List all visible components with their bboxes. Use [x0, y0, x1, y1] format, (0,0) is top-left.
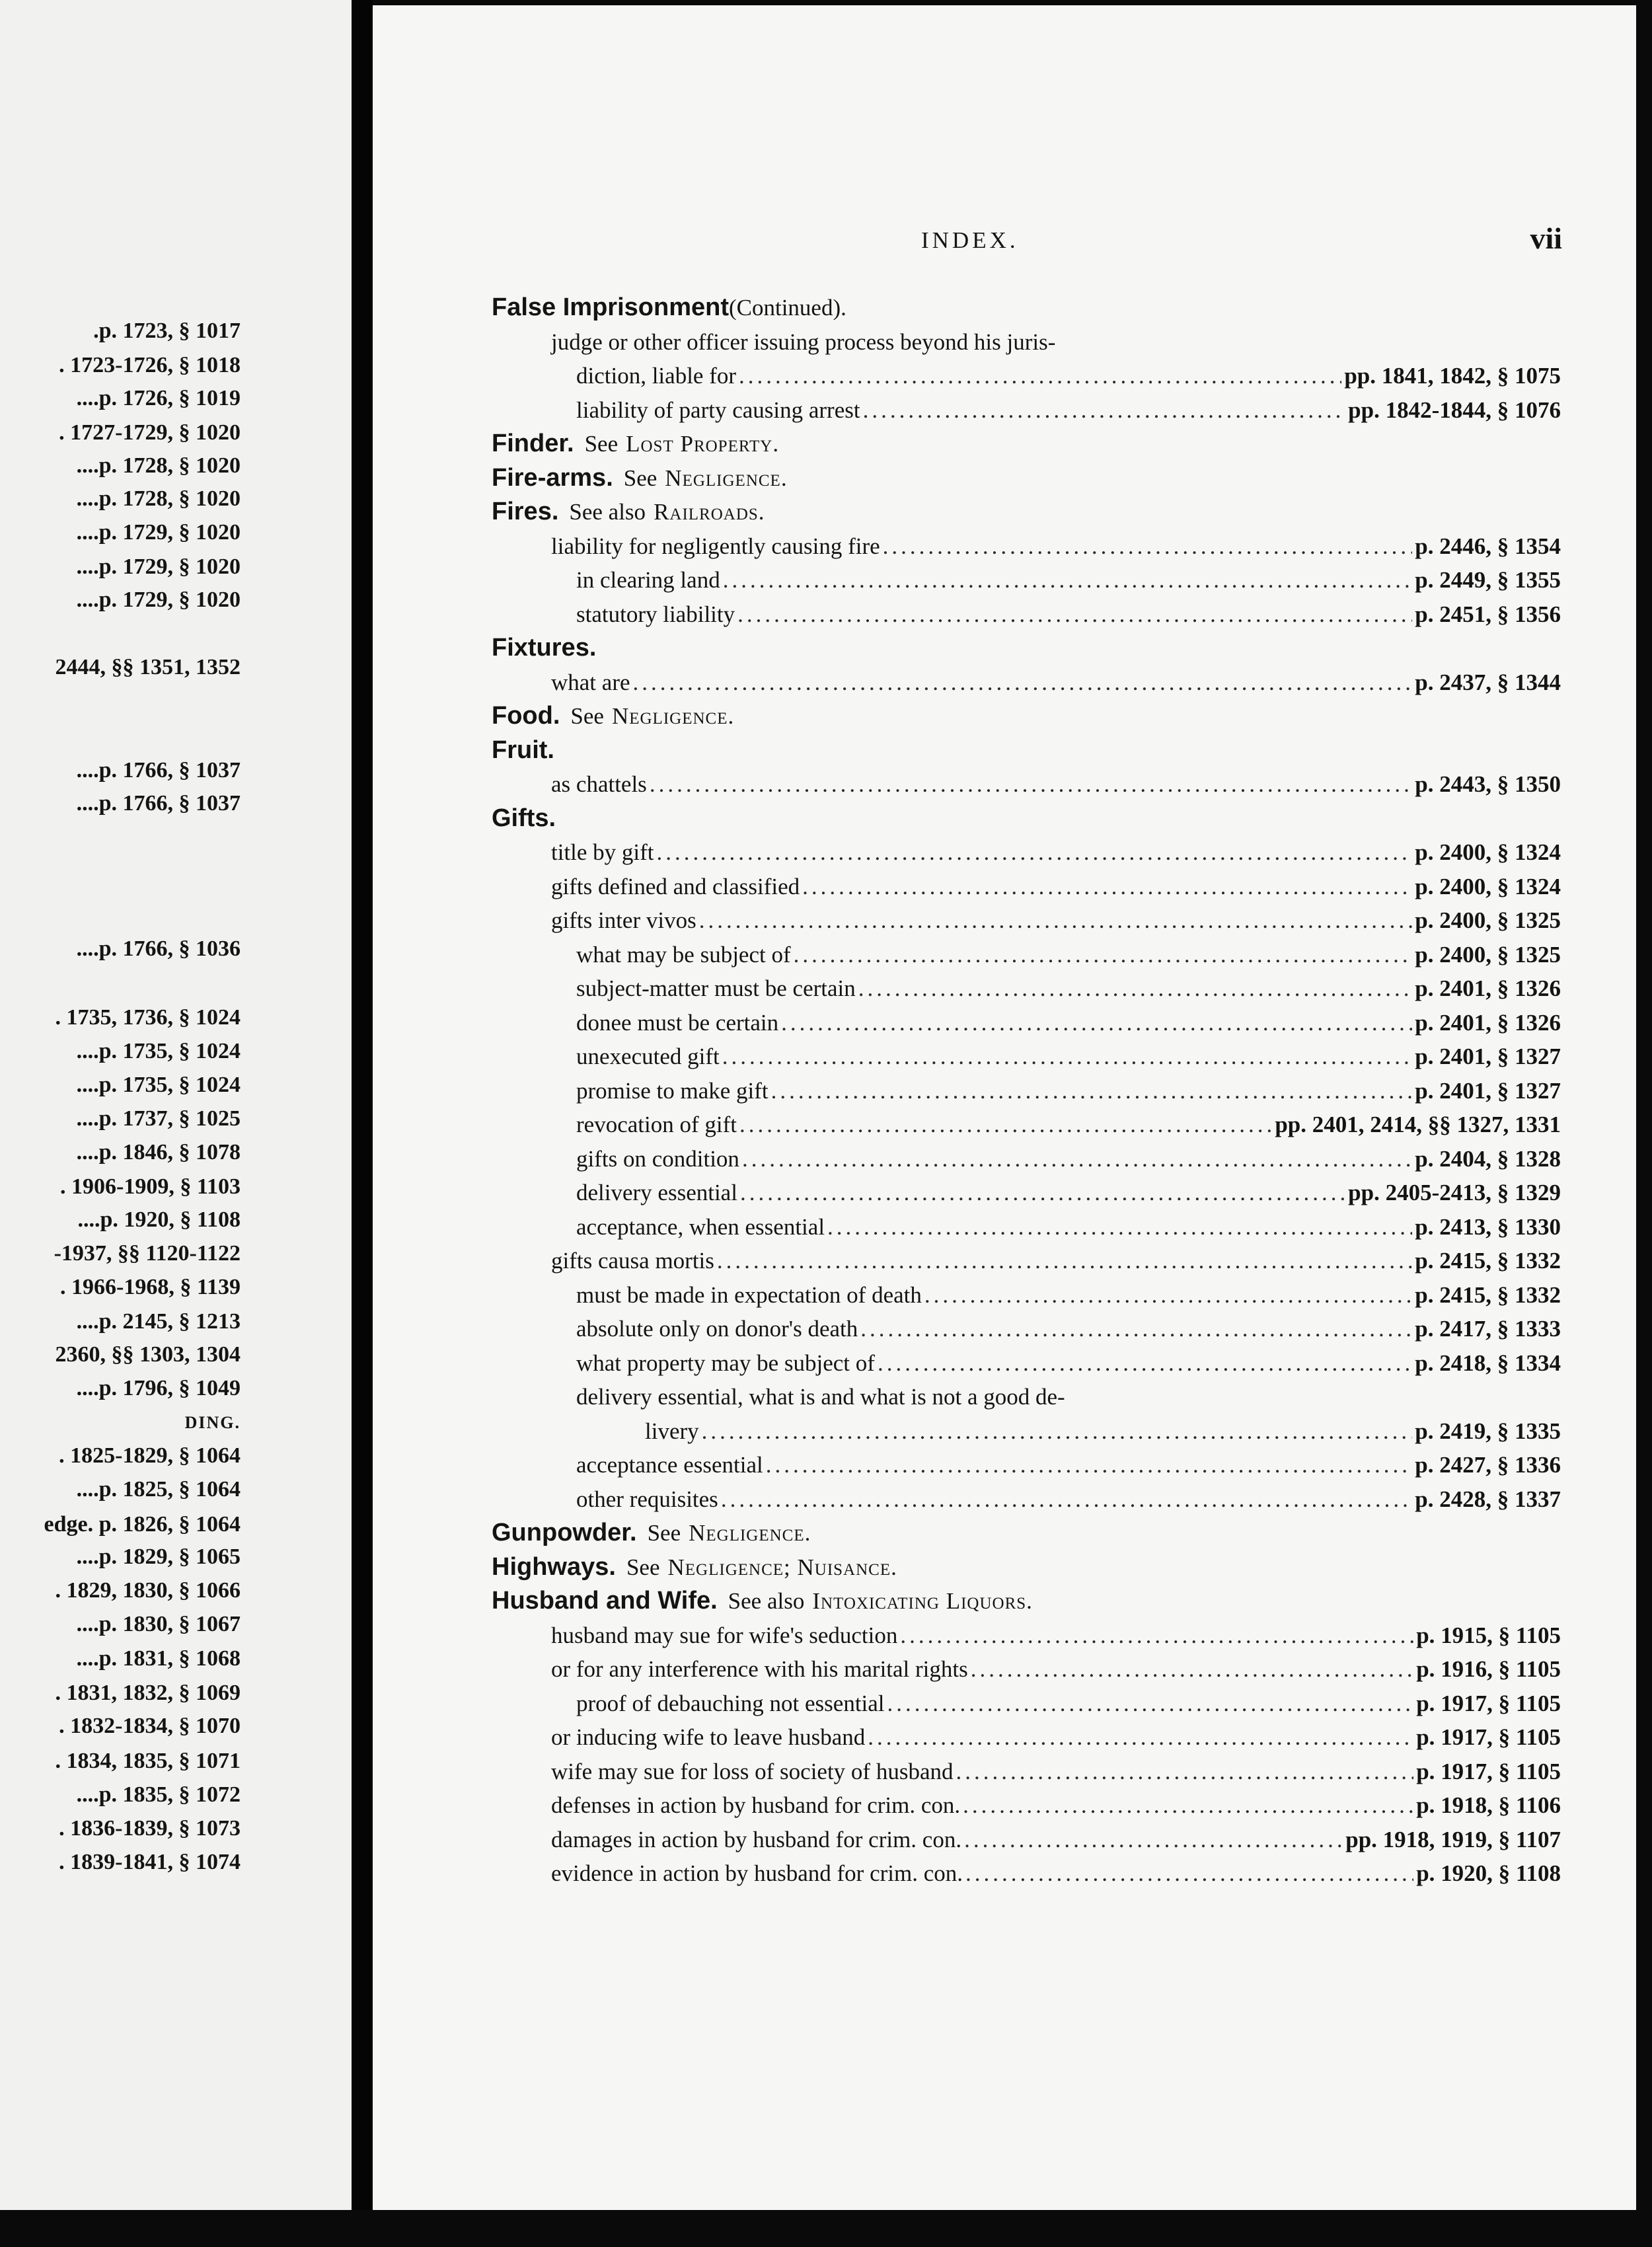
leader-dots [965, 1856, 1413, 1891]
heading-term: False Imprisonment [492, 293, 729, 321]
subentry-text: husband may sue for wife's seduction [551, 1622, 898, 1648]
leader-dots [740, 1176, 1345, 1210]
page-reference: p. 2449, § 1355 [1415, 567, 1561, 593]
page-reference: p. 2418, § 1334 [1415, 1350, 1561, 1376]
subentry-text: liability for negligently causing fire [551, 533, 880, 559]
subentry-text: proof of debauching not essential [576, 1690, 885, 1716]
page-reference: p. 2443, § 1350 [1415, 771, 1561, 797]
facing-page-line: . 1836-1839, § 1073 [59, 1816, 241, 1841]
leader-dots [900, 1619, 1413, 1653]
leader-dots [878, 1346, 1412, 1381]
see-label: See [584, 431, 619, 457]
index-subentry [492, 1856, 1561, 1891]
index-subentry [492, 1006, 1561, 1040]
index-heading [492, 1550, 1561, 1585]
index-heading [492, 802, 1561, 836]
index-subentry [492, 1210, 1561, 1244]
subentry-text: acceptance, when essential [576, 1213, 825, 1240]
cross-reference: Negligence. [665, 465, 788, 491]
facing-page-line: ....p. 2145, § 1213 [76, 1309, 241, 1334]
subentry-text: diction, liable for [576, 363, 737, 389]
facing-page-line: ....p. 1729, § 1020 [76, 520, 241, 545]
subentry-text: gifts on condition [576, 1145, 739, 1172]
heading-term: Fire-arms. [492, 463, 613, 492]
page-reference: p. 2437, § 1344 [1415, 669, 1561, 695]
leader-dots [863, 393, 1346, 428]
page-reference: p. 2400, § 1324 [1415, 839, 1561, 865]
index-subentry [492, 597, 1561, 632]
index-subentry [492, 1142, 1561, 1176]
cross-reference: Negligence; Nuisance. [667, 1554, 897, 1580]
heading-term: Finder. [492, 430, 574, 457]
page-reference: p. 2419, § 1335 [1415, 1418, 1561, 1444]
index-page-content [373, 5, 1636, 2210]
facing-page-line: ....p. 1728, § 1020 [76, 453, 241, 478]
index-heading [492, 1516, 1561, 1550]
index-subentry [492, 1448, 1561, 1482]
facing-page-fragment [0, 0, 352, 2247]
subentry-text: judge or other officer issuing process beyond his juris- [551, 328, 1056, 355]
page-number: vii [1530, 221, 1562, 255]
page-reference: p. 2451, § 1356 [1415, 601, 1561, 627]
index-subentry [492, 1346, 1561, 1381]
subentry-text: title by gift [551, 839, 654, 865]
heading-term: Gifts. [492, 804, 556, 832]
subentry-text: what property may be subject of [576, 1350, 875, 1376]
leader-dots [742, 1142, 1412, 1176]
index-subentry [492, 1176, 1561, 1210]
index-subentry [492, 1619, 1561, 1653]
subentry-text: damages in action by husband for crim. con. [551, 1826, 962, 1852]
facing-page-line: ....p. 1729, § 1020 [76, 588, 241, 612]
facing-page-line: ....p. 1831, § 1068 [76, 1646, 241, 1671]
page-reference: p. 1918, § 1106 [1416, 1792, 1561, 1818]
subentry-text: wife may sue for loss of society of husband [551, 1758, 954, 1784]
leader-dots [827, 1210, 1412, 1244]
page-reference: p. 2415, § 1332 [1415, 1281, 1561, 1308]
subentry-text: defenses in action by husband for crim. con. [551, 1792, 961, 1818]
index-subentry [492, 1108, 1561, 1142]
subentry-text: donee must be certain [576, 1009, 779, 1036]
subentry-text: absolute only on donor's death [576, 1316, 858, 1342]
see-label: See [647, 1520, 681, 1546]
leader-dots [887, 1687, 1414, 1721]
facing-page-line: . 1832-1834, § 1070 [59, 1714, 241, 1738]
page-reference: p. 2401, § 1326 [1415, 975, 1561, 1001]
facing-page-line: . 1966-1968, § 1139 [60, 1275, 241, 1299]
cross-reference: Negligence. [611, 703, 735, 729]
subentry-text: in clearing land [576, 567, 720, 593]
heading-term: Food. [492, 702, 560, 730]
index-continuation-line [492, 325, 1561, 360]
index-continuation-line [492, 1380, 1561, 1414]
cross-reference: Intoxicating Liquors. [812, 1588, 1033, 1614]
index-subentry [492, 1652, 1561, 1687]
index-heading [492, 461, 1561, 496]
index-heading [492, 699, 1561, 734]
leader-dots [924, 1278, 1412, 1313]
page-reference: p. 2400, § 1324 [1415, 873, 1561, 899]
heading-note: (Continued). [728, 295, 846, 321]
subentry-text: gifts defined and classified [551, 873, 800, 899]
facing-page-line: ....p. 1766, § 1036 [76, 936, 241, 961]
index-subentry [492, 1278, 1561, 1313]
page-reference: p. 1916, § 1105 [1416, 1656, 1561, 1682]
index-subentry [492, 870, 1561, 904]
page-gutter [352, 0, 373, 2247]
page-reference: p. 1917, § 1105 [1416, 1690, 1561, 1716]
index-subentry [492, 903, 1561, 938]
subentry-text: unexecuted gift [576, 1044, 720, 1069]
subentry-text: statutory liability [576, 601, 735, 627]
facing-page-line: .p. 1723, § 1017 [93, 319, 241, 343]
facing-page-line: . 1727-1729, § 1020 [59, 420, 241, 445]
facing-page-line: edge. p. 1826, § 1064 [44, 1512, 241, 1537]
see-label: See [570, 703, 604, 729]
page-reference: p. 2415, § 1332 [1415, 1248, 1561, 1274]
subentry-text: livery [645, 1418, 699, 1444]
scan-border [0, 2210, 1652, 2247]
subentry-text: acceptance essential [576, 1452, 763, 1478]
heading-term: Highways. [492, 1552, 616, 1581]
leader-dots [766, 1448, 1413, 1482]
index-subentry [492, 529, 1561, 564]
index-heading [492, 631, 1561, 666]
heading-term: Husband and Wife. [492, 1587, 718, 1615]
facing-page-line: ....p. 1825, § 1064 [76, 1477, 241, 1502]
subentry-text: delivery essential, what is and what is not a good de- [576, 1384, 1065, 1410]
subentry-text: what may be subject of [576, 941, 791, 968]
facing-page-line: . 1834, 1835, § 1071 [55, 1749, 241, 1773]
index-subentry [492, 971, 1561, 1006]
facing-page-line: ....p. 1735, § 1024 [76, 1039, 241, 1063]
index-page [373, 5, 1636, 2210]
index-subentry [492, 1312, 1561, 1346]
leader-dots [633, 666, 1413, 700]
leader-dots [650, 767, 1412, 802]
facing-page-line: ....p. 1835, § 1072 [76, 1782, 241, 1807]
leader-dots [657, 835, 1413, 870]
facing-page-line: ....p. 1737, § 1025 [76, 1106, 241, 1131]
page-reference: p. 2413, § 1330 [1415, 1213, 1561, 1240]
index-subentry [492, 1482, 1561, 1517]
subentry-text: what are [551, 669, 630, 695]
page-reference: p. 2400, § 1325 [1415, 907, 1561, 933]
page-header [373, 221, 1636, 267]
facing-page-line: -1937, §§ 1120-1122 [54, 1241, 241, 1266]
subentry-text: evidence in action by husband for crim. con. [551, 1860, 963, 1886]
leader-dots [771, 1074, 1413, 1108]
leader-dots [860, 1312, 1412, 1346]
index-heading [492, 427, 1561, 461]
index-subentry [492, 563, 1561, 597]
see-label: See [623, 465, 657, 491]
leader-dots [963, 1788, 1413, 1823]
leader-dots [964, 1823, 1343, 1857]
subentry-text: other requisites [576, 1486, 718, 1512]
index-subentry [492, 1788, 1561, 1823]
leader-dots [737, 597, 1412, 632]
subentry-text: as chattels [551, 771, 647, 797]
leader-dots [739, 1108, 1272, 1142]
page-reference: pp. 2405-2413, § 1329 [1348, 1180, 1561, 1205]
subentry-text: must be made in expectation of death [576, 1281, 922, 1308]
leader-dots [781, 1006, 1412, 1040]
page-reference: p. 2417, § 1333 [1415, 1316, 1561, 1342]
subentry-text: subject-matter must be certain [576, 975, 856, 1001]
heading-term: Fires. [492, 498, 559, 525]
leader-dots [868, 1720, 1413, 1755]
subentry-text: or for any interference with his marital rights [551, 1656, 968, 1682]
leader-dots [956, 1755, 1413, 1789]
leader-dots [883, 529, 1413, 564]
heading-term: Gunpowder. [492, 1519, 637, 1546]
page-reference: p. 1915, § 1105 [1416, 1622, 1561, 1648]
facing-page-line: ....p. 1846, § 1078 [76, 1140, 241, 1164]
page-reference: p. 1920, § 1108 [1416, 1860, 1561, 1886]
leader-dots [739, 359, 1341, 393]
cross-reference: Lost Property. [626, 431, 780, 457]
facing-page-line: ....p. 1830, § 1067 [76, 1612, 241, 1636]
index-subentry [492, 1074, 1561, 1108]
index-heading [492, 734, 1561, 768]
index-heading [492, 291, 1561, 325]
leader-dots [722, 1040, 1413, 1074]
page-reference: p. 2428, § 1337 [1415, 1486, 1561, 1512]
leader-dots [717, 1244, 1412, 1278]
index-entries [492, 291, 1561, 1891]
index-heading [492, 1584, 1561, 1619]
index-subentry [492, 1755, 1561, 1789]
leader-dots [858, 971, 1413, 1006]
facing-page-line: ....p. 1920, § 1108 [77, 1207, 241, 1232]
subentry-text: delivery essential [576, 1180, 737, 1205]
index-subentry [492, 1414, 1561, 1449]
index-subentry [492, 1720, 1561, 1755]
subentry-text: revocation of gift [576, 1112, 737, 1137]
see-label: See [626, 1554, 660, 1580]
index-subentry [492, 835, 1561, 870]
page-reference: p. 2401, § 1327 [1415, 1077, 1561, 1104]
index-subentry [492, 666, 1561, 700]
facing-page-line: 2360, §§ 1303, 1304 [55, 1342, 241, 1367]
subentry-text: gifts causa mortis [551, 1248, 714, 1274]
facing-page-line: . 1723-1726, § 1018 [59, 353, 241, 377]
index-subentry [492, 1823, 1561, 1857]
page-reference: p. 2401, § 1326 [1415, 1009, 1561, 1036]
page-reference: pp. 1842-1844, § 1076 [1348, 397, 1561, 423]
see-label: See also [728, 1588, 805, 1614]
subentry-text: gifts inter vivos [551, 907, 696, 933]
index-subentry [492, 1040, 1561, 1074]
facing-page-line: . 1825-1829, § 1064 [59, 1443, 241, 1468]
running-head: INDEX. [921, 227, 1019, 253]
facing-page-line: . 1735, 1736, § 1024 [55, 1005, 241, 1030]
see-label: See also [569, 499, 646, 525]
cross-reference: Railroads. [654, 499, 765, 525]
index-subentry [492, 1687, 1561, 1721]
facing-page-line: . 1829, 1830, § 1066 [55, 1578, 241, 1603]
page-reference: p. 2401, § 1327 [1415, 1044, 1561, 1069]
leader-dots [802, 870, 1412, 904]
index-subentry [492, 1244, 1561, 1278]
facing-page-line: ....p. 1735, § 1024 [76, 1073, 241, 1097]
heading-term: Fixtures. [492, 634, 597, 662]
facing-page-line: ....p. 1726, § 1019 [76, 386, 241, 410]
index-subentry [492, 359, 1561, 393]
cross-reference: Negligence. [689, 1520, 811, 1546]
facing-page-line: 2444, §§ 1351, 1352 [55, 655, 241, 679]
page-reference: pp. 1841, 1842, § 1075 [1344, 363, 1561, 389]
facing-page-line: ....p. 1729, § 1020 [76, 554, 241, 579]
facing-page-line: DING. [184, 1413, 241, 1432]
leader-dots [699, 903, 1413, 938]
page-reference: p. 2400, § 1325 [1415, 941, 1561, 968]
heading-term: Fruit. [492, 736, 554, 764]
page-reference: p. 2404, § 1328 [1415, 1145, 1561, 1172]
leader-dots [794, 938, 1413, 972]
page-reference: p. 2446, § 1354 [1415, 533, 1561, 559]
facing-page-line: ....p. 1829, § 1065 [76, 1544, 241, 1569]
facing-page-line: . 1906-1909, § 1103 [60, 1174, 241, 1199]
leader-dots [702, 1414, 1413, 1449]
leader-dots [721, 1482, 1412, 1517]
leader-dots [723, 563, 1413, 597]
index-subentry [492, 938, 1561, 972]
index-subentry [492, 767, 1561, 802]
facing-page-line: ....p. 1766, § 1037 [76, 758, 241, 782]
page-reference: p. 2427, § 1336 [1415, 1452, 1561, 1478]
page-reference: pp. 1918, 1919, § 1107 [1345, 1826, 1561, 1852]
facing-page-line: ....p. 1766, § 1037 [76, 791, 241, 816]
index-heading [492, 495, 1561, 529]
subentry-text: promise to make gift [576, 1077, 769, 1104]
index-subentry [492, 393, 1561, 428]
facing-page-line: . 1831, 1832, § 1069 [55, 1681, 241, 1705]
page-reference: p. 1917, § 1105 [1416, 1758, 1561, 1784]
facing-page-line: ....p. 1796, § 1049 [76, 1376, 241, 1400]
subentry-text: or inducing wife to leave husband [551, 1724, 866, 1750]
facing-page-line: . 1839-1841, § 1074 [59, 1850, 241, 1874]
facing-page-line: ....p. 1728, § 1020 [76, 486, 241, 511]
subentry-text: liability of party causing arrest [576, 397, 860, 423]
page-reference: pp. 2401, 2414, §§ 1327, 1331 [1275, 1112, 1561, 1137]
leader-dots [971, 1652, 1413, 1687]
page-reference: p. 1917, § 1105 [1416, 1724, 1561, 1750]
